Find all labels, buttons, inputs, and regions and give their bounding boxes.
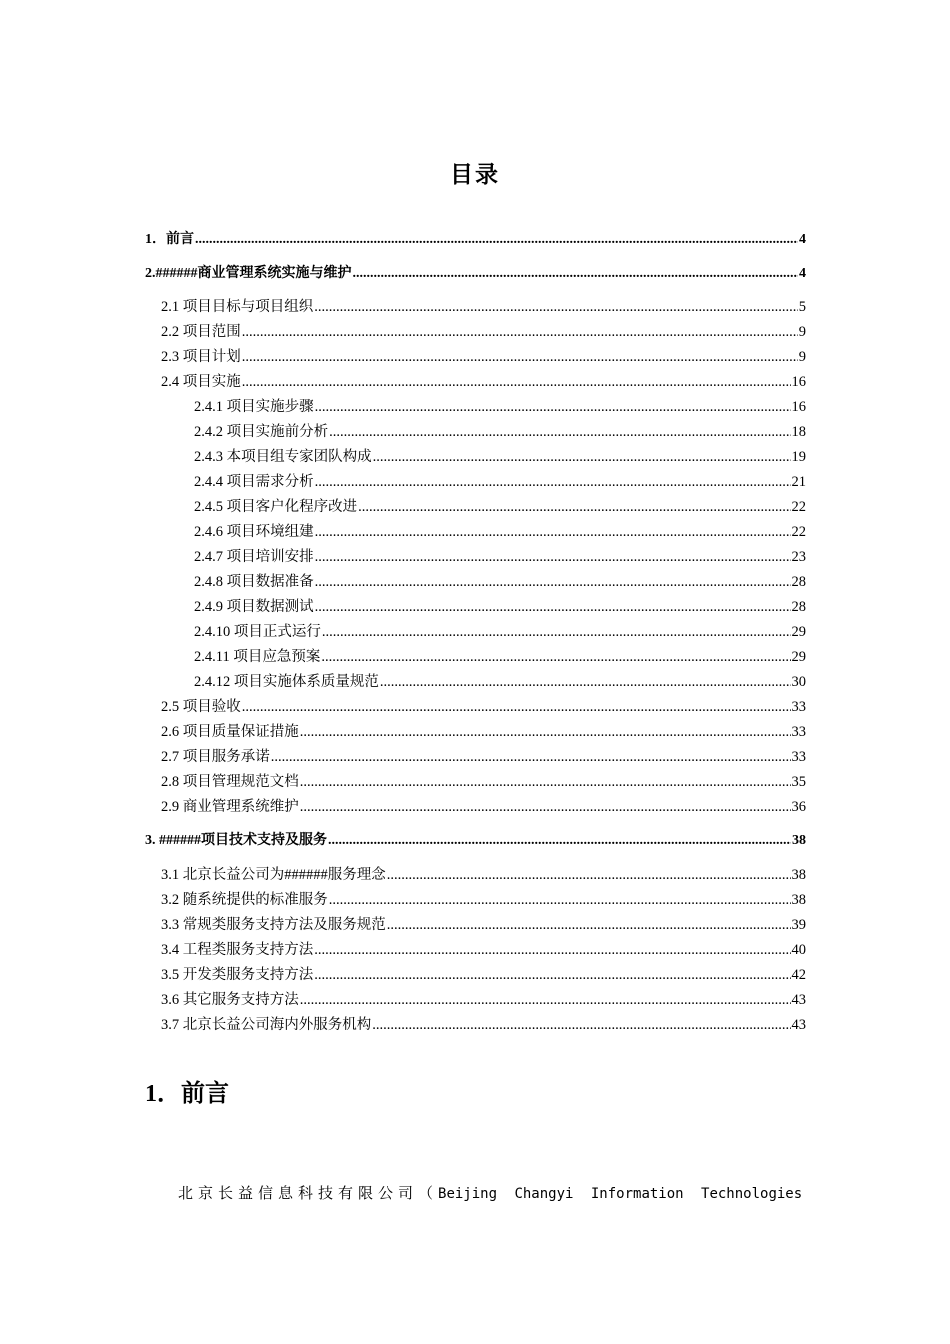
toc-leader-dots <box>314 965 790 985</box>
toc-entry-page-number: 4 <box>799 232 806 247</box>
toc-leader-dots <box>300 772 791 792</box>
toc-entry-label: 3.6 其它服务支持方法 <box>161 992 299 1008</box>
toc-entry-page-number: 33 <box>791 699 806 715</box>
toc-leader-dots <box>358 497 790 517</box>
toc-entry-page-number: 33 <box>791 724 806 740</box>
toc-entry-page-number: 35 <box>791 774 806 790</box>
toc-entry-label: 2.4.7 项目培训安排 <box>194 549 314 565</box>
toc-entry[interactable] <box>145 831 806 851</box>
toc-title: 目录 <box>450 162 500 188</box>
toc-entry[interactable] <box>194 497 806 517</box>
toc-entry-page-number: 5 <box>798 299 806 315</box>
toc-entry[interactable] <box>161 940 806 960</box>
toc-entry-label: 2.5 项目验收 <box>161 699 241 715</box>
toc-entry-label: 1．前言 <box>145 232 194 247</box>
toc-entry[interactable] <box>161 772 806 792</box>
toc-leader-dots <box>242 372 791 392</box>
body-paragraph <box>178 1182 838 1203</box>
toc-entry[interactable] <box>161 990 806 1010</box>
toc-entry-label: 3.3 常规类服务支持方法及服务规范 <box>161 917 386 933</box>
toc-entry[interactable] <box>161 347 806 367</box>
toc-entry[interactable] <box>194 447 806 467</box>
toc-leader-dots <box>300 797 791 817</box>
toc-entry[interactable] <box>161 697 806 717</box>
toc-entry-page-number: 18 <box>791 424 806 440</box>
toc-entry-page-number: 22 <box>791 499 806 515</box>
toc-entry-page-number: 39 <box>791 917 806 933</box>
toc-entry-page-number: 38 <box>791 892 806 908</box>
toc-entry-label: 2.4.8 项目数据准备 <box>194 574 314 590</box>
toc-entry-label: 2.4.2 项目实施前分析 <box>194 424 329 440</box>
toc-entry-label: 3.4 工程类服务支持方法 <box>161 942 314 958</box>
section-heading: 1．前言 <box>145 1081 229 1107</box>
toc-entry-label: 2.4.6 项目环境组建 <box>194 524 314 540</box>
toc-leader-dots <box>328 831 791 851</box>
toc-entry-label: 2.4.4 项目需求分析 <box>194 474 314 490</box>
toc-leader-dots <box>271 747 791 767</box>
toc-leader-dots <box>373 447 791 467</box>
toc-leader-dots <box>353 264 799 284</box>
toc-entry[interactable] <box>161 747 806 767</box>
toc-entry[interactable] <box>194 597 806 617</box>
toc-entry[interactable] <box>161 797 806 817</box>
toc-entry-label: 3.2 随系统提供的标准服务 <box>161 892 328 908</box>
toc-leader-dots <box>380 672 791 692</box>
toc-entry[interactable] <box>194 547 806 567</box>
toc-leader-dots <box>300 990 791 1010</box>
toc-entry[interactable] <box>161 890 806 910</box>
toc-leader-dots <box>242 697 791 717</box>
toc-leader-dots <box>314 940 790 960</box>
toc-leader-dots <box>315 572 791 592</box>
toc-leader-dots <box>321 647 790 667</box>
toc-entry-label: 2.6 项目质量保证措施 <box>161 724 299 740</box>
toc-entry-page-number: 23 <box>791 549 806 565</box>
toc-entry-label: 2.4.11 项目应急预案 <box>194 649 321 665</box>
toc-entry[interactable] <box>161 915 806 935</box>
toc-leader-dots <box>372 1015 790 1035</box>
toc-entry-page-number: 43 <box>791 1017 806 1033</box>
toc-entry-label: 2.2 项目范围 <box>161 324 241 340</box>
toc-entry[interactable] <box>145 264 806 284</box>
toc-entry-page-number: 38 <box>791 867 806 883</box>
toc-entry[interactable] <box>145 230 806 250</box>
toc-leader-dots <box>195 230 798 250</box>
toc-entry-page-number: 16 <box>791 374 806 390</box>
toc-entry-page-number: 42 <box>791 967 806 983</box>
toc-leader-dots <box>315 472 791 492</box>
paragraph-english-text: Beijing Changyi Information Technologies <box>438 1186 803 1202</box>
toc-entry-label: 2.7 项目服务承诺 <box>161 749 270 765</box>
toc-entry-page-number: 29 <box>791 649 806 665</box>
toc-leader-dots <box>315 597 791 617</box>
toc-entry-label: 2.8 项目管理规范文档 <box>161 774 299 790</box>
toc-entry-page-number: 22 <box>791 524 806 540</box>
toc-entry-label: 2.4.1 项目实施步骤 <box>194 399 314 415</box>
toc-entry-label: 2.1 项目目标与项目组织 <box>161 299 314 315</box>
toc-leader-dots <box>322 622 791 642</box>
toc-entry[interactable] <box>194 572 806 592</box>
toc-leader-dots <box>300 722 791 742</box>
toc-entry[interactable] <box>194 672 806 692</box>
toc-leader-dots <box>329 890 791 910</box>
toc-entry-page-number: 40 <box>791 942 806 958</box>
toc-leader-dots <box>315 522 791 542</box>
toc-entry[interactable] <box>194 622 806 642</box>
toc-entry-page-number: 19 <box>791 449 806 465</box>
toc-entry-label: 2.4.5 项目客户化程序改进 <box>194 499 358 515</box>
toc-entry[interactable] <box>194 422 806 442</box>
toc-entry[interactable] <box>194 472 806 492</box>
toc-entry-page-number: 16 <box>791 399 806 415</box>
toc-entry-label: 2.9 商业管理系统维护 <box>161 799 299 815</box>
toc-entry-page-number: 9 <box>798 324 806 340</box>
toc-entry-page-number: 33 <box>791 749 806 765</box>
toc-entry-page-number: 29 <box>791 624 806 640</box>
toc-entry[interactable] <box>161 965 806 985</box>
toc-entry-label: 2.4 项目实施 <box>161 374 241 390</box>
toc-entry-label: 2.3 项目计划 <box>161 349 241 365</box>
toc-entry[interactable] <box>161 722 806 742</box>
toc-entry-label: 2.4.12 项目实施体系质量规范 <box>194 674 379 690</box>
toc-entry-label: 2.4.3 本项目组专家团队构成 <box>194 449 372 465</box>
toc-entry-label: 2.4.10 项目正式运行 <box>194 624 321 640</box>
toc-entry-page-number: 4 <box>799 266 806 281</box>
toc-leader-dots <box>387 865 791 885</box>
toc-entry-label: 3.7 北京长益公司海内外服务机构 <box>161 1017 372 1033</box>
toc-entry[interactable] <box>194 397 806 417</box>
toc-entry-page-number: 38 <box>792 833 806 848</box>
toc-entry[interactable] <box>161 322 806 342</box>
paragraph-chinese-text: 北京长益信息科技有限公司（ <box>178 1186 439 1202</box>
toc-entry-label: 2.4.9 项目数据测试 <box>194 599 314 615</box>
toc-entry-label: 2.######商业管理系统实施与维护 <box>145 266 352 281</box>
toc-entry-label: 3.1 北京长益公司为######服务理念 <box>161 867 386 883</box>
toc-entry-page-number: 43 <box>791 992 806 1008</box>
toc-entry-page-number: 9 <box>798 349 806 365</box>
toc-leader-dots <box>242 347 798 367</box>
toc-entry-label: 3. ######项目技术支持及服务 <box>145 833 327 848</box>
toc-leader-dots <box>329 422 790 442</box>
toc-entry[interactable] <box>161 865 806 885</box>
toc-entry-page-number: 28 <box>791 574 806 590</box>
toc-entry-page-number: 28 <box>791 599 806 615</box>
toc-entry-page-number: 21 <box>791 474 806 490</box>
toc-entry[interactable] <box>161 1015 806 1035</box>
toc-leader-dots <box>315 397 791 417</box>
toc-leader-dots <box>315 547 791 567</box>
toc-entry[interactable] <box>194 522 806 542</box>
toc-leader-dots <box>387 915 791 935</box>
toc-entry[interactable] <box>161 372 806 392</box>
toc-leader-dots <box>314 297 798 317</box>
toc-entry-label: 3.5 开发类服务支持方法 <box>161 967 314 983</box>
toc-leader-dots <box>242 322 798 342</box>
toc-entry-page-number: 30 <box>791 674 806 690</box>
toc-entry-page-number: 36 <box>791 799 806 815</box>
toc-entry[interactable] <box>194 647 806 667</box>
toc-entry[interactable] <box>161 297 806 317</box>
